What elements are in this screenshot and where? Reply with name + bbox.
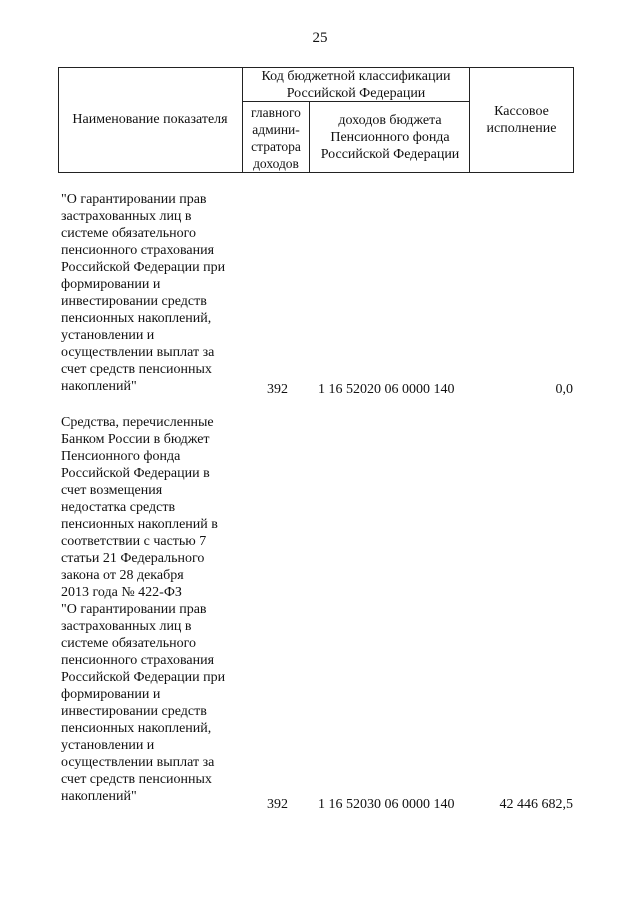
row-2-code: 1 16 52030 06 0000 140 xyxy=(318,797,455,812)
row-2-amount: 42 446 682,5 xyxy=(499,797,573,812)
header-revenue: доходов бюджета Пенсионного фонда Российской Федерации xyxy=(320,113,460,162)
row-2-name: Средства, перечисленные Банком России в бюджет Пенсионного фонда Российской Федерации в счет возмещения недостатка средств пенсионных накоплений в соответствии с частью 7 статьи 21 Федерального закона от 28 декабря 2013 года № 422-ФЗ "О гарантировании прав застрахованных лиц в системе обязательного пенсионного страхования Российской Федерации при формировании и инвестировании средств пенсионных накоплений, установлении и осуществлении выплат за счет средств пенсионных накоплений" xyxy=(61,415,226,804)
row-1-code: 1 16 52020 06 0000 140 xyxy=(318,382,455,397)
row-2-admin: 392 xyxy=(267,797,288,812)
row-1-amount: 0,0 xyxy=(555,382,573,397)
table-header xyxy=(58,67,574,173)
header-execution: Кассовое исполнение xyxy=(486,104,557,136)
page-number: 25 xyxy=(312,30,328,46)
row-1-name: "О гарантировании прав застрахованных лиц в системе обязательного пенсионного страхования Российской Федерации при формировании и инвестировании средств пенсионных накоплений, установлении и осуществлении выплат за счет средств пенсионных накоплений" xyxy=(61,192,226,394)
row-1-admin: 392 xyxy=(267,382,288,397)
header-name: Наименование показателя xyxy=(72,112,228,127)
header-code-group: Код бюджетной классификации Российской Федерации xyxy=(261,69,451,101)
header-admin: главного админи- стратора доходов xyxy=(251,105,301,171)
